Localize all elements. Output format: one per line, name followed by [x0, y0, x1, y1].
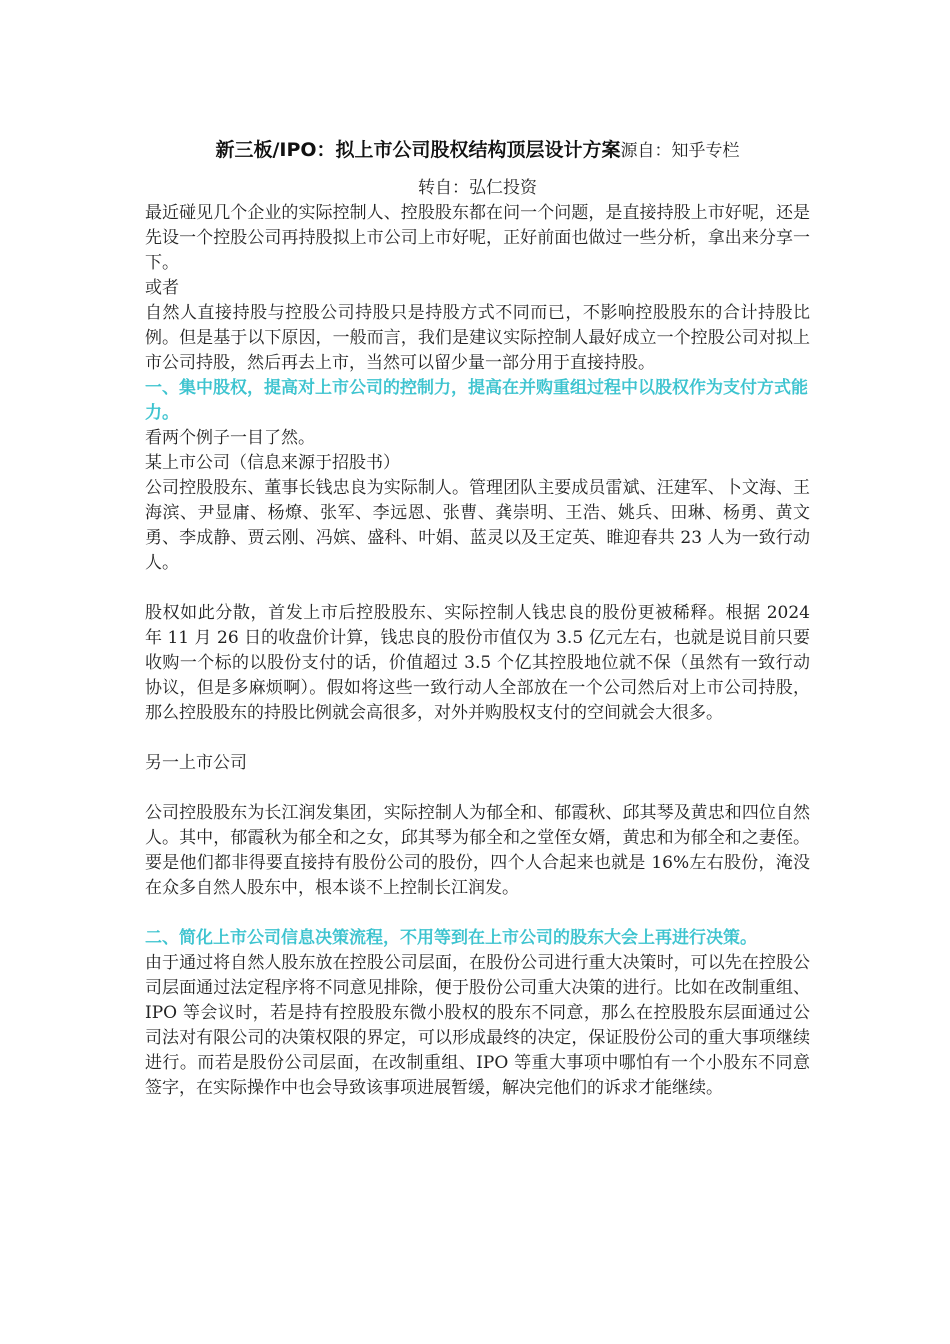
paragraph-recommendation: 自然人直接持股与控股公司持股只是持股方式不同而已，不影响控股股东的合计持股比例。但是基于以下原因，一般而言，我们是建议实际控制人最好成立一个控股公司对拟上市公司持股，然后再去上市，当然可以留少量一部分用于直接持股。: [145, 303, 810, 373]
document-title: [145, 136, 810, 165]
paragraph-example-2-body: 公司控股股东为长江润发集团，实际控制人为郁全和、郁霞秋、邱其琴及黄忠和四位自然人。其中，郁霞秋为郁全和之女，邱其琴为郁全和之堂侄女婿，黄忠和为郁全和之妻侄。要是他们都非得要直接持有股份公司的股份，四个人合起来也就是 16%左右股份，淹没在众多自然人股东中，根本谈不上控制长江润发。: [145, 803, 810, 898]
title-source: 源自：知乎专栏: [620, 141, 740, 161]
spacer: [145, 726, 810, 751]
paragraph-example-1-body: 公司控股股东、董事长钱忠良为实际制人。管理团队主要成员雷斌、汪建军、卜文海、王海滨、尹显庸、杨燎、张军、李远恩、张曹、龚崇明、王浩、姚兵、田琳、杨勇、黄文勇、李成静、贾云刚、冯嫔、盛科、叶娟、蓝灵以及王定英、睢迎春共 23 人为一致行动人。: [145, 478, 810, 573]
spacer: [145, 901, 810, 926]
paragraph-or: 或者: [145, 278, 179, 298]
title-main: 新三板/IPO：拟上市公司股权结构顶层设计方案: [215, 139, 621, 161]
paragraph-example-1-analysis: 股权如此分散，首发上市后控股股东、实际控制人钱忠良的股份更被稀释。根据 2024 年 11 月 26 日的收盘价计算，钱忠良的股份市值仅为 3.5 亿元左右，也就是说目前只要收购一个标的以股份支付的话，价值超过 3.5 个亿其控股地位就不保（虽然有一致行动协议，但是多麻烦啊）。假如将这些一致行动人全部放在一个公司然后对上市公司持股，那么控股股东的持股比例就会高很多，对外并购股权支付的空间就会大很多。: [145, 603, 810, 723]
repost-line: 转自：弘仁投资: [418, 178, 537, 198]
document-page: [145, 136, 810, 1101]
spacer: [145, 776, 810, 801]
spacer: [145, 576, 810, 601]
paragraph-example-2-title: 另一上市公司: [145, 753, 247, 773]
paragraph-intro: 最近碰见几个企业的实际控制人、控股股东都在问一个问题，是直接持股上市好呢，还是先设一个控股公司再持股拟上市公司上市好呢，正好前面也做过一些分析，拿出来分享一下。: [145, 203, 810, 273]
section-heading-2: 二、简化上市公司信息决策流程，不用等到在上市公司的股东大会上再进行决策。: [145, 928, 757, 948]
section-heading-1: 一、集中股权，提高对上市公司的控制力，提高在并购重组过程中以股权作为支付方式能力。: [145, 378, 808, 423]
paragraph-examples-intro: 看两个例子一目了然。: [145, 428, 315, 448]
paragraph-decision-flow: 由于通过将自然人股东放在控股公司层面，在股份公司进行重大决策时，可以先在控股公司层面通过法定程序将不同意见排除，便于股份公司重大决策的进行。比如在改制重组、IPO 等会议时，若是持有控股股东微小股权的股东不同意，那么在控股股东层面通过公司法对有限公司的决策权限的界定，可以形成最终的决定，保证股份公司的重大事项继续进行。而若是股份公司层面，在改制重组、IPO 等重大事项中哪怕有一个小股东不同意签字，在实际操作中也会导致该事项进展暂缓，解决完他们的诉求才能继续。: [145, 953, 810, 1098]
paragraph-example-1-title: 某上市公司（信息来源于招股书）: [145, 453, 400, 473]
